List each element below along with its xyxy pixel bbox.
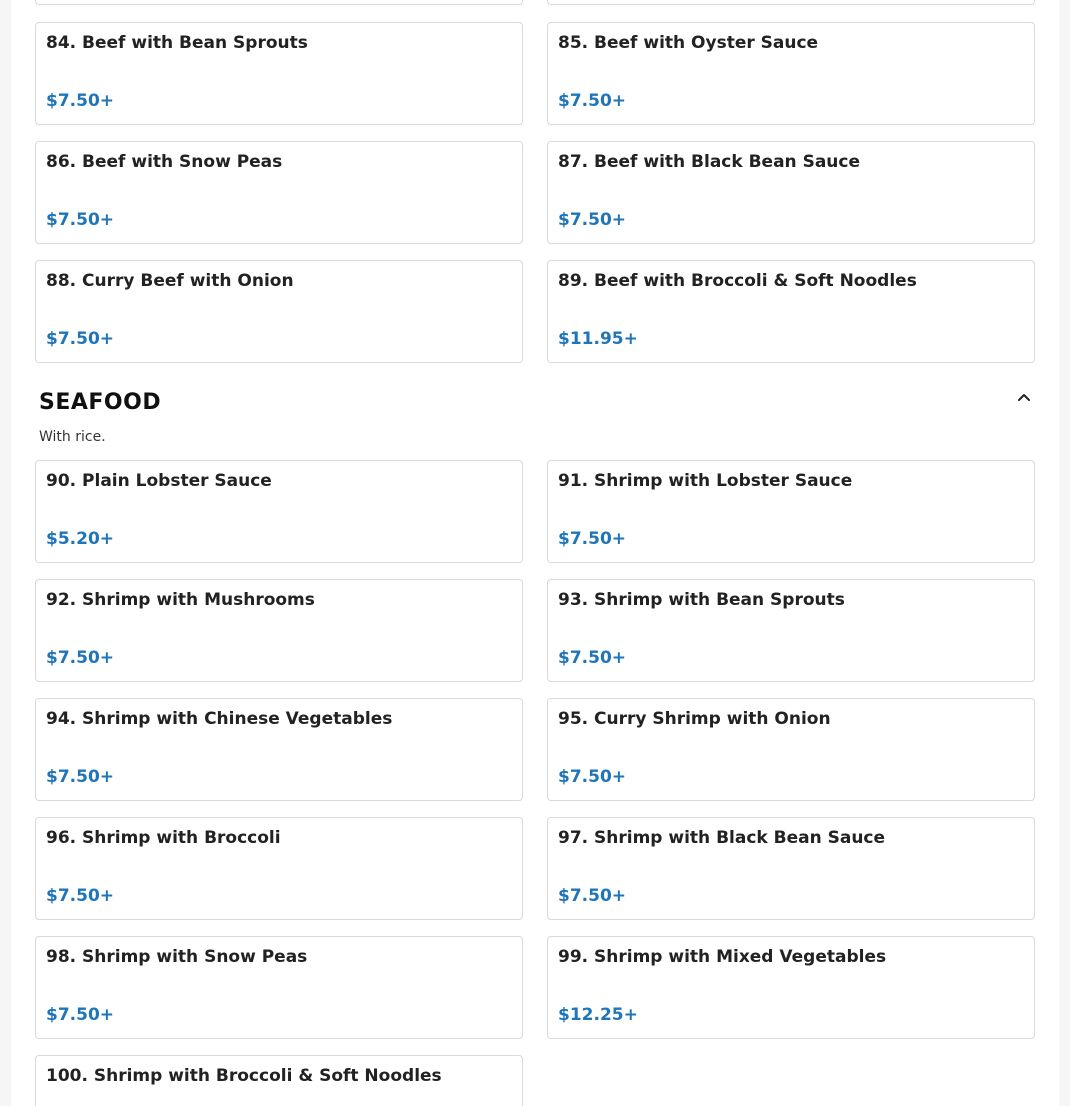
- menu-item-name: 85. Beef with Oyster Sauce: [558, 33, 819, 53]
- collapse-section-button[interactable]: [1013, 386, 1035, 408]
- menu-item-price: $11.95+: [558, 329, 638, 349]
- menu-item-card[interactable]: [35, 698, 523, 801]
- menu-item-price: $7.50+: [46, 329, 115, 349]
- menu-item-name: 84. Beef with Bean Sprouts: [46, 33, 308, 53]
- menu-item-price: $7.50+: [46, 886, 115, 906]
- menu-item-price: $7.50+: [558, 91, 627, 111]
- menu-item-card[interactable]: [35, 141, 523, 244]
- chevron-up-icon: [1013, 386, 1035, 408]
- menu-item-card[interactable]: [35, 22, 523, 125]
- menu-item-price: $7.50+: [558, 210, 627, 230]
- menu-item-card[interactable]: [547, 0, 1035, 5]
- menu-item-name: 93. Shrimp with Bean Sprouts: [558, 590, 845, 610]
- menu-item-price: $7.50+: [558, 886, 627, 906]
- menu-item-card[interactable]: [547, 817, 1035, 920]
- menu-item-name: 88. Curry Beef with Onion: [46, 271, 294, 291]
- menu-item-name: 95. Curry Shrimp with Onion: [558, 709, 831, 729]
- menu-item-name: 99. Shrimp with Mixed Vegetables: [558, 947, 887, 967]
- menu-item-name: 87. Beef with Black Bean Sauce: [558, 152, 861, 172]
- menu-item-card[interactable]: [547, 579, 1035, 682]
- section-description: With rice.: [39, 429, 106, 445]
- menu-item-price: $7.50+: [558, 767, 627, 787]
- menu-item-price: $7.50+: [558, 648, 627, 668]
- menu-item-price: $7.50+: [558, 529, 627, 549]
- menu-item-price: $7.50+: [46, 210, 115, 230]
- menu-item-price: $12.25+: [558, 1005, 638, 1025]
- menu-item-card[interactable]: [547, 22, 1035, 125]
- menu-item-card[interactable]: [547, 260, 1035, 363]
- menu-item-card[interactable]: [547, 460, 1035, 563]
- menu-item-card[interactable]: [35, 260, 523, 363]
- menu-page: [11, 0, 1059, 1106]
- menu-item-price: $7.50+: [46, 91, 115, 111]
- menu-item-card[interactable]: [35, 1055, 523, 1106]
- menu-item-card[interactable]: [35, 936, 523, 1039]
- menu-item-price: $7.50+: [46, 648, 115, 668]
- menu-item-price: $5.20+: [46, 529, 115, 549]
- menu-item-name: 90. Plain Lobster Sauce: [46, 471, 272, 491]
- menu-item-price: $7.50+: [46, 1005, 115, 1025]
- menu-item-card[interactable]: [35, 817, 523, 920]
- menu-item-card[interactable]: [35, 460, 523, 563]
- menu-item-name: 97. Shrimp with Black Bean Sauce: [558, 828, 886, 848]
- menu-item-card[interactable]: [547, 141, 1035, 244]
- menu-item-name: 89. Beef with Broccoli & Soft Noodles: [558, 271, 917, 291]
- menu-item-name: 96. Shrimp with Broccoli: [46, 828, 281, 848]
- menu-item-name: 86. Beef with Snow Peas: [46, 152, 283, 172]
- menu-item-name: 92. Shrimp with Mushrooms: [46, 590, 315, 610]
- menu-item-name: 91. Shrimp with Lobster Sauce: [558, 471, 853, 491]
- section-title: SEAFOOD: [39, 390, 162, 415]
- menu-item-price: $7.50+: [46, 767, 115, 787]
- menu-item-card[interactable]: [547, 698, 1035, 801]
- menu-item-card[interactable]: [35, 579, 523, 682]
- menu-item-card[interactable]: [35, 0, 523, 5]
- menu-item-card[interactable]: [547, 936, 1035, 1039]
- menu-item-name: 94. Shrimp with Chinese Vegetables: [46, 709, 393, 729]
- menu-item-name: 98. Shrimp with Snow Peas: [46, 947, 308, 967]
- menu-item-name: 100. Shrimp with Broccoli & Soft Noodles: [46, 1066, 442, 1086]
